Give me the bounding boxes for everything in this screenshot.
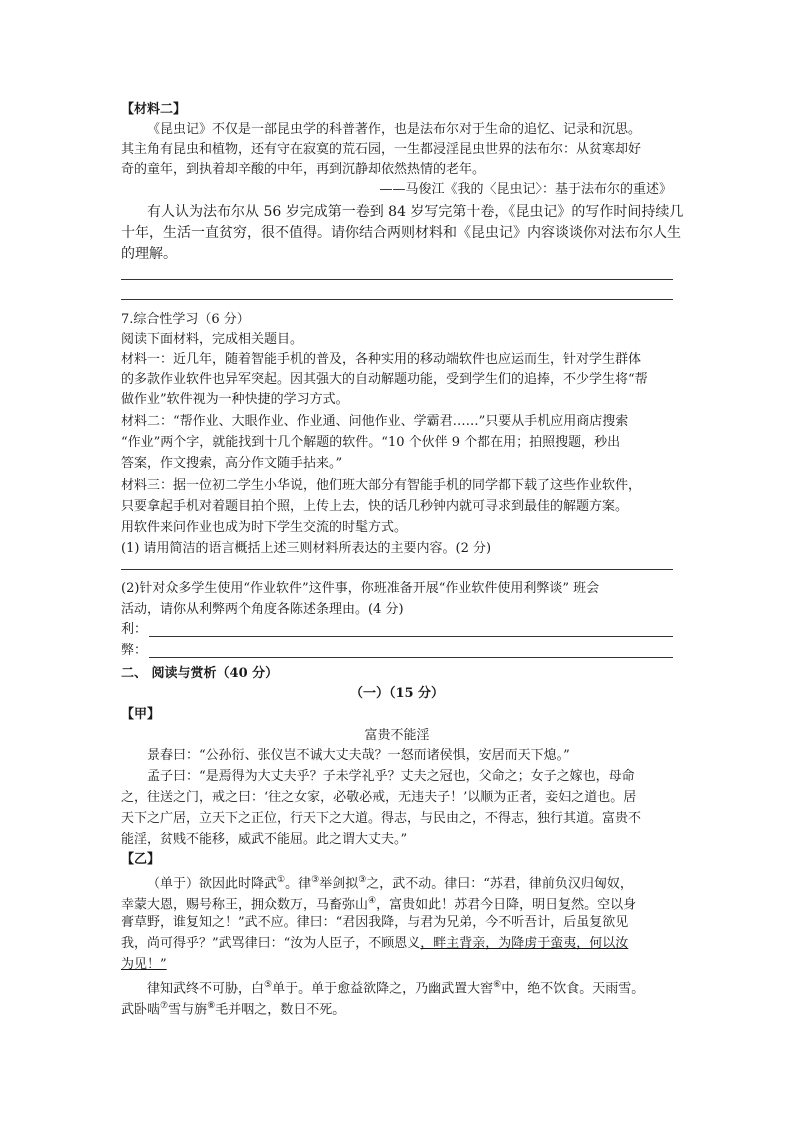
- yi-line-7: 武卧啮⑦雪与旃⑧毛并咽之，数日不死。: [121, 1001, 346, 1018]
- underlined-sentence-end: 为见！”: [121, 957, 167, 972]
- q7-m3-line-1: 材料三：据一位初二学生小华说，他们班大部分有智能手机的同学都下载了这些作业软件，: [121, 478, 642, 493]
- q7-m2-line-2: “作业”两个字，就能找到十几个解题的软件。“10 个伙伴 9 个都在用；拍照搜题，秒出: [121, 435, 621, 450]
- q7-sub1: (1) 请用简洁的语言概括上述三则材料所表达的主要内容。(2 分): [121, 541, 492, 556]
- answer-line[interactable]: [121, 299, 673, 300]
- material-2-heading: 【材料二】: [121, 102, 187, 117]
- question-line-1: 有人认为法布尔从 56 岁完成第一卷到 84 岁写完第十卷，《昆虫记》的写作时间持续几: [147, 204, 684, 220]
- q7-m1-line-2: 的多款作业软件也异军突起。因其强大的自动解题功能，受到学生们的追捧，不少学生将“帮: [121, 372, 648, 387]
- yi-line-3: 膏草野，谁复知之！”武不应。律曰：“君因我降，与君为兄弟，今不听吾计，后虽复欲见: [121, 915, 629, 930]
- underlined-sentence: ，畔主背亲，为降虏于蛮夷，何以汝: [420, 936, 629, 951]
- pro-answer-line[interactable]: [149, 636, 673, 637]
- jia-line-1: 景春曰：“公孙衍、张仪岂不诚大丈夫哉？一怒而诸侯惧，安居而天下熄。”: [147, 748, 570, 763]
- q7-m3-line-2: 只要拿起手机对着题目拍个照，上传上去，快的话几秒钟内就可寻求到最佳的解题方案。: [121, 499, 629, 514]
- yi-line-5: [121, 956, 167, 973]
- q7-m2-line-1: 材料二：“帮作业、大眼作业、作业通、问他作业、学霸君……”只要从手机应用商店搜索: [121, 414, 629, 429]
- part-2-title: 二、 阅读与赏析（40 分）: [121, 666, 279, 681]
- q7-intro: 阅读下面材料，完成相关题目。: [121, 332, 304, 347]
- passage-jia-label: 【甲】: [121, 707, 161, 722]
- q7-m1-line-3: 做作业”软件视为一种快捷的学习方式。: [121, 392, 349, 407]
- passage-jia-title: 富贵不能淫: [364, 728, 430, 743]
- yi-line-2: 幸蒙大恩，赐号称王，拥众数万，马畜弥山④，富贵如此！苏君今日降，明日复然。空以身: [121, 896, 637, 913]
- yi-line-1: （单于）欲因此时降武①。律③举剑拟③之，武不动。律曰：“苏君，律前负汉归匈奴，: [147, 875, 633, 892]
- material-2-line-2: 其主角有昆虫和植物，还有守在寂寞的荒石园，一生都浸淫昆虫世界的法布尔：从贫寒却好: [121, 142, 642, 157]
- q7-sub2-line-2: 活动，请你从利弊两个角度各陈述条理由。(4 分): [121, 602, 404, 617]
- question-line-3: 的理解。: [121, 246, 177, 262]
- jia-line-3: 之，往送之门，戒之曰：‘往之女家，必敬必戒，无违夫子！’以顺为正者，妾妇之道也。居: [121, 790, 637, 805]
- yi-line-4: 我，尚可得乎？”武骂律曰：“汝为人臣子，不顾恩义，畔主背亲，为降虏于蛮夷，何以汝: [121, 936, 629, 951]
- section-1-title: （一）（15 分）: [349, 686, 445, 701]
- q7-m3-line-3: 用软件来问作业也成为时下学生交流的时髦方式。: [121, 520, 408, 535]
- material-2-source: ——马俊江《我的〈昆虫记〉：基于法布尔的重述》: [379, 182, 672, 197]
- jia-line-4: 天下之广居，立天下之正位，行天下之大道。得志，与民由之，不得志，独行其道。富贵不: [121, 811, 642, 826]
- answer-line[interactable]: [121, 279, 673, 280]
- q7-title: 7.综合性学习（6 分）: [121, 312, 250, 327]
- material-2-line-3: 奇的童年，到执着却辛酸的中年，再到沉静却依然热情的老年。: [121, 162, 486, 177]
- q7-m2-line-3: 答案，作文搜索，高分作文随手拈来。”: [121, 456, 343, 471]
- yi-line-6: 律知武终不可胁，白⑤单于。单于愈益欲降之，乃幽武置大窖⑥中，绝不饮食。天雨雪。: [147, 980, 645, 997]
- material-2-line-1: 《昆虫记》不仅是一部昆虫学的科普著作，也是法布尔对于生命的追忆、记录和沉思。: [147, 122, 642, 137]
- answer-line[interactable]: [121, 569, 673, 570]
- jia-line-5: 能淫，贫贱不能移，威武不能屈。此之谓大丈夫。”: [121, 832, 408, 847]
- pro-label: 利：: [121, 622, 148, 637]
- con-answer-line[interactable]: [149, 657, 673, 658]
- q7-m1-line-1: 材料一：近几年，随着智能手机的普及，各种实用的移动端软件也应运而生，针对学生群体: [121, 352, 642, 367]
- con-label: 弊：: [121, 643, 148, 658]
- jia-line-2: 孟子曰：“是焉得为大丈夫乎？子未学礼乎？丈夫之冠也，父命之；女子之嫁也，母命: [147, 769, 635, 784]
- question-line-2: 十年，生活一直贫穷，很不值得。请你结合两则材料和《昆虫记》内容谈谈你对法布尔人生: [121, 225, 681, 241]
- q7-sub2-line-1: (2)针对众多学生使用“作业软件”这件事，你班准备开展“作业软件使用利弊谈” 班会: [121, 581, 600, 596]
- passage-yi-label: 【乙】: [121, 852, 161, 867]
